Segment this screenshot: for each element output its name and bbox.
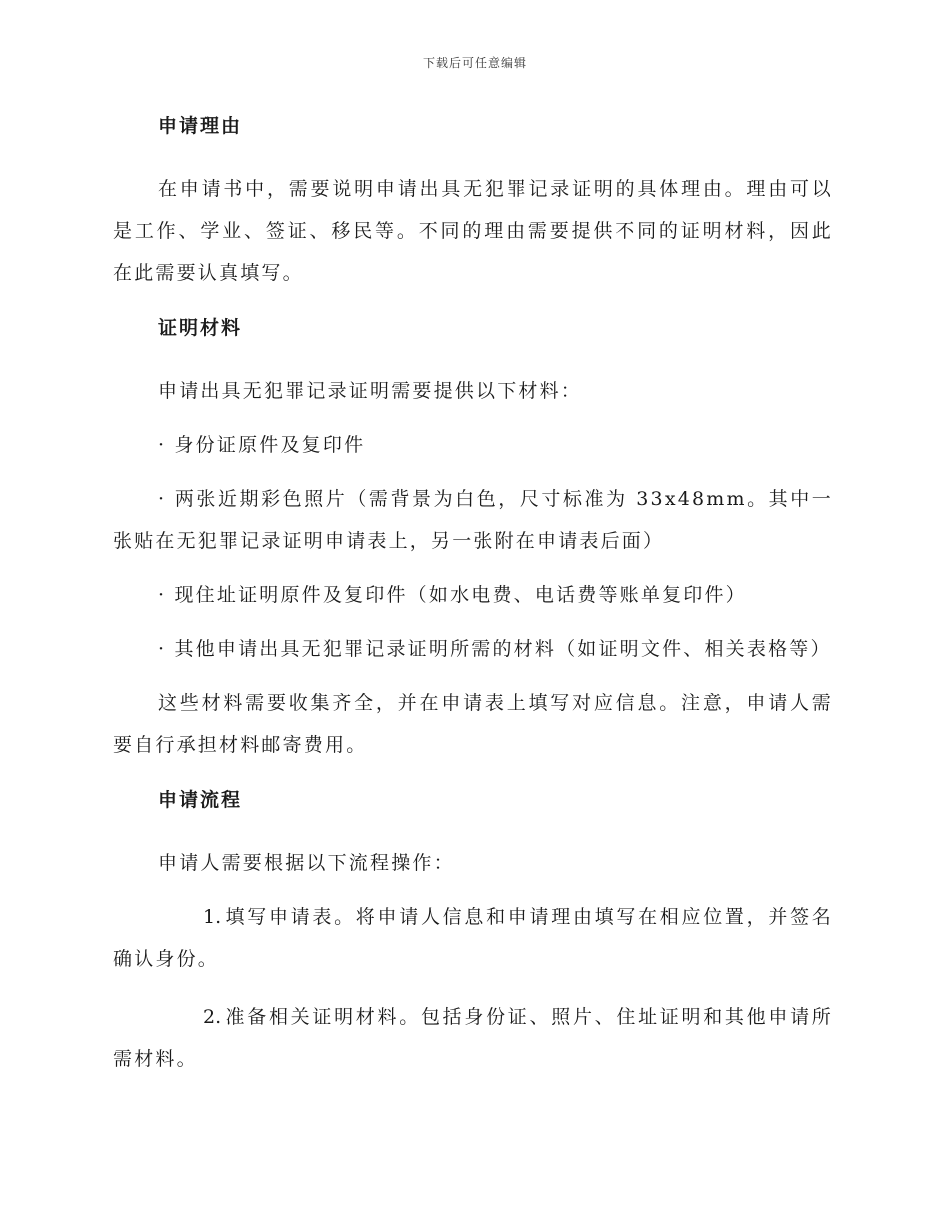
step-number: 1. [203, 906, 222, 928]
materials-intro: 申请出具无犯罪记录证明需要提供以下材料： [158, 380, 583, 402]
materials-item: · 其他申请出具无犯罪记录证明所需的材料（如证明文件、相关表格等） [158, 638, 832, 660]
section-heading-reason: 申请理由 [158, 115, 243, 137]
process-intro: 申请人需要根据以下流程操作： [158, 852, 455, 874]
process-step [113, 996, 833, 1080]
materials-item: · 现住址证明原件及复印件（如水电费、电话费等账单复印件） [158, 584, 747, 606]
reason-paragraph: 在申请书中，需要说明申请出具无犯罪记录证明的具体理由。理由可以是工作、学业、签证、移民等。不同的理由需要提供不同的证明材料，因此在此需要认真填写。 [113, 178, 833, 284]
step-number: 2. [203, 1006, 222, 1028]
materials-note: 这些材料需要收集齐全，并在申请表上填写对应信息。注意，申请人需要自行承担材料邮寄费用。 [113, 692, 833, 756]
document-body [113, 108, 833, 1096]
step-text: 填写申请表。将申请人信息和申请理由填写在相应位置，并签名确认身份。 [113, 906, 833, 970]
section-heading-materials: 证明材料 [158, 317, 243, 339]
materials-item: · 身份证原件及复印件 [158, 434, 366, 456]
process-step [113, 896, 833, 980]
page-header: 下载后可任意编辑 [422, 56, 527, 70]
step-text: 准备相关证明材料。包括身份证、照片、住址证明和其他申请所需材料。 [113, 1006, 833, 1070]
section-heading-process: 申请流程 [158, 789, 243, 811]
materials-item: · 两张近期彩色照片（需背景为白色，尺寸标准为 33x48mm。其中一张贴在无犯罪记录证明申请表上，另一张附在申请表后面） [113, 488, 833, 552]
